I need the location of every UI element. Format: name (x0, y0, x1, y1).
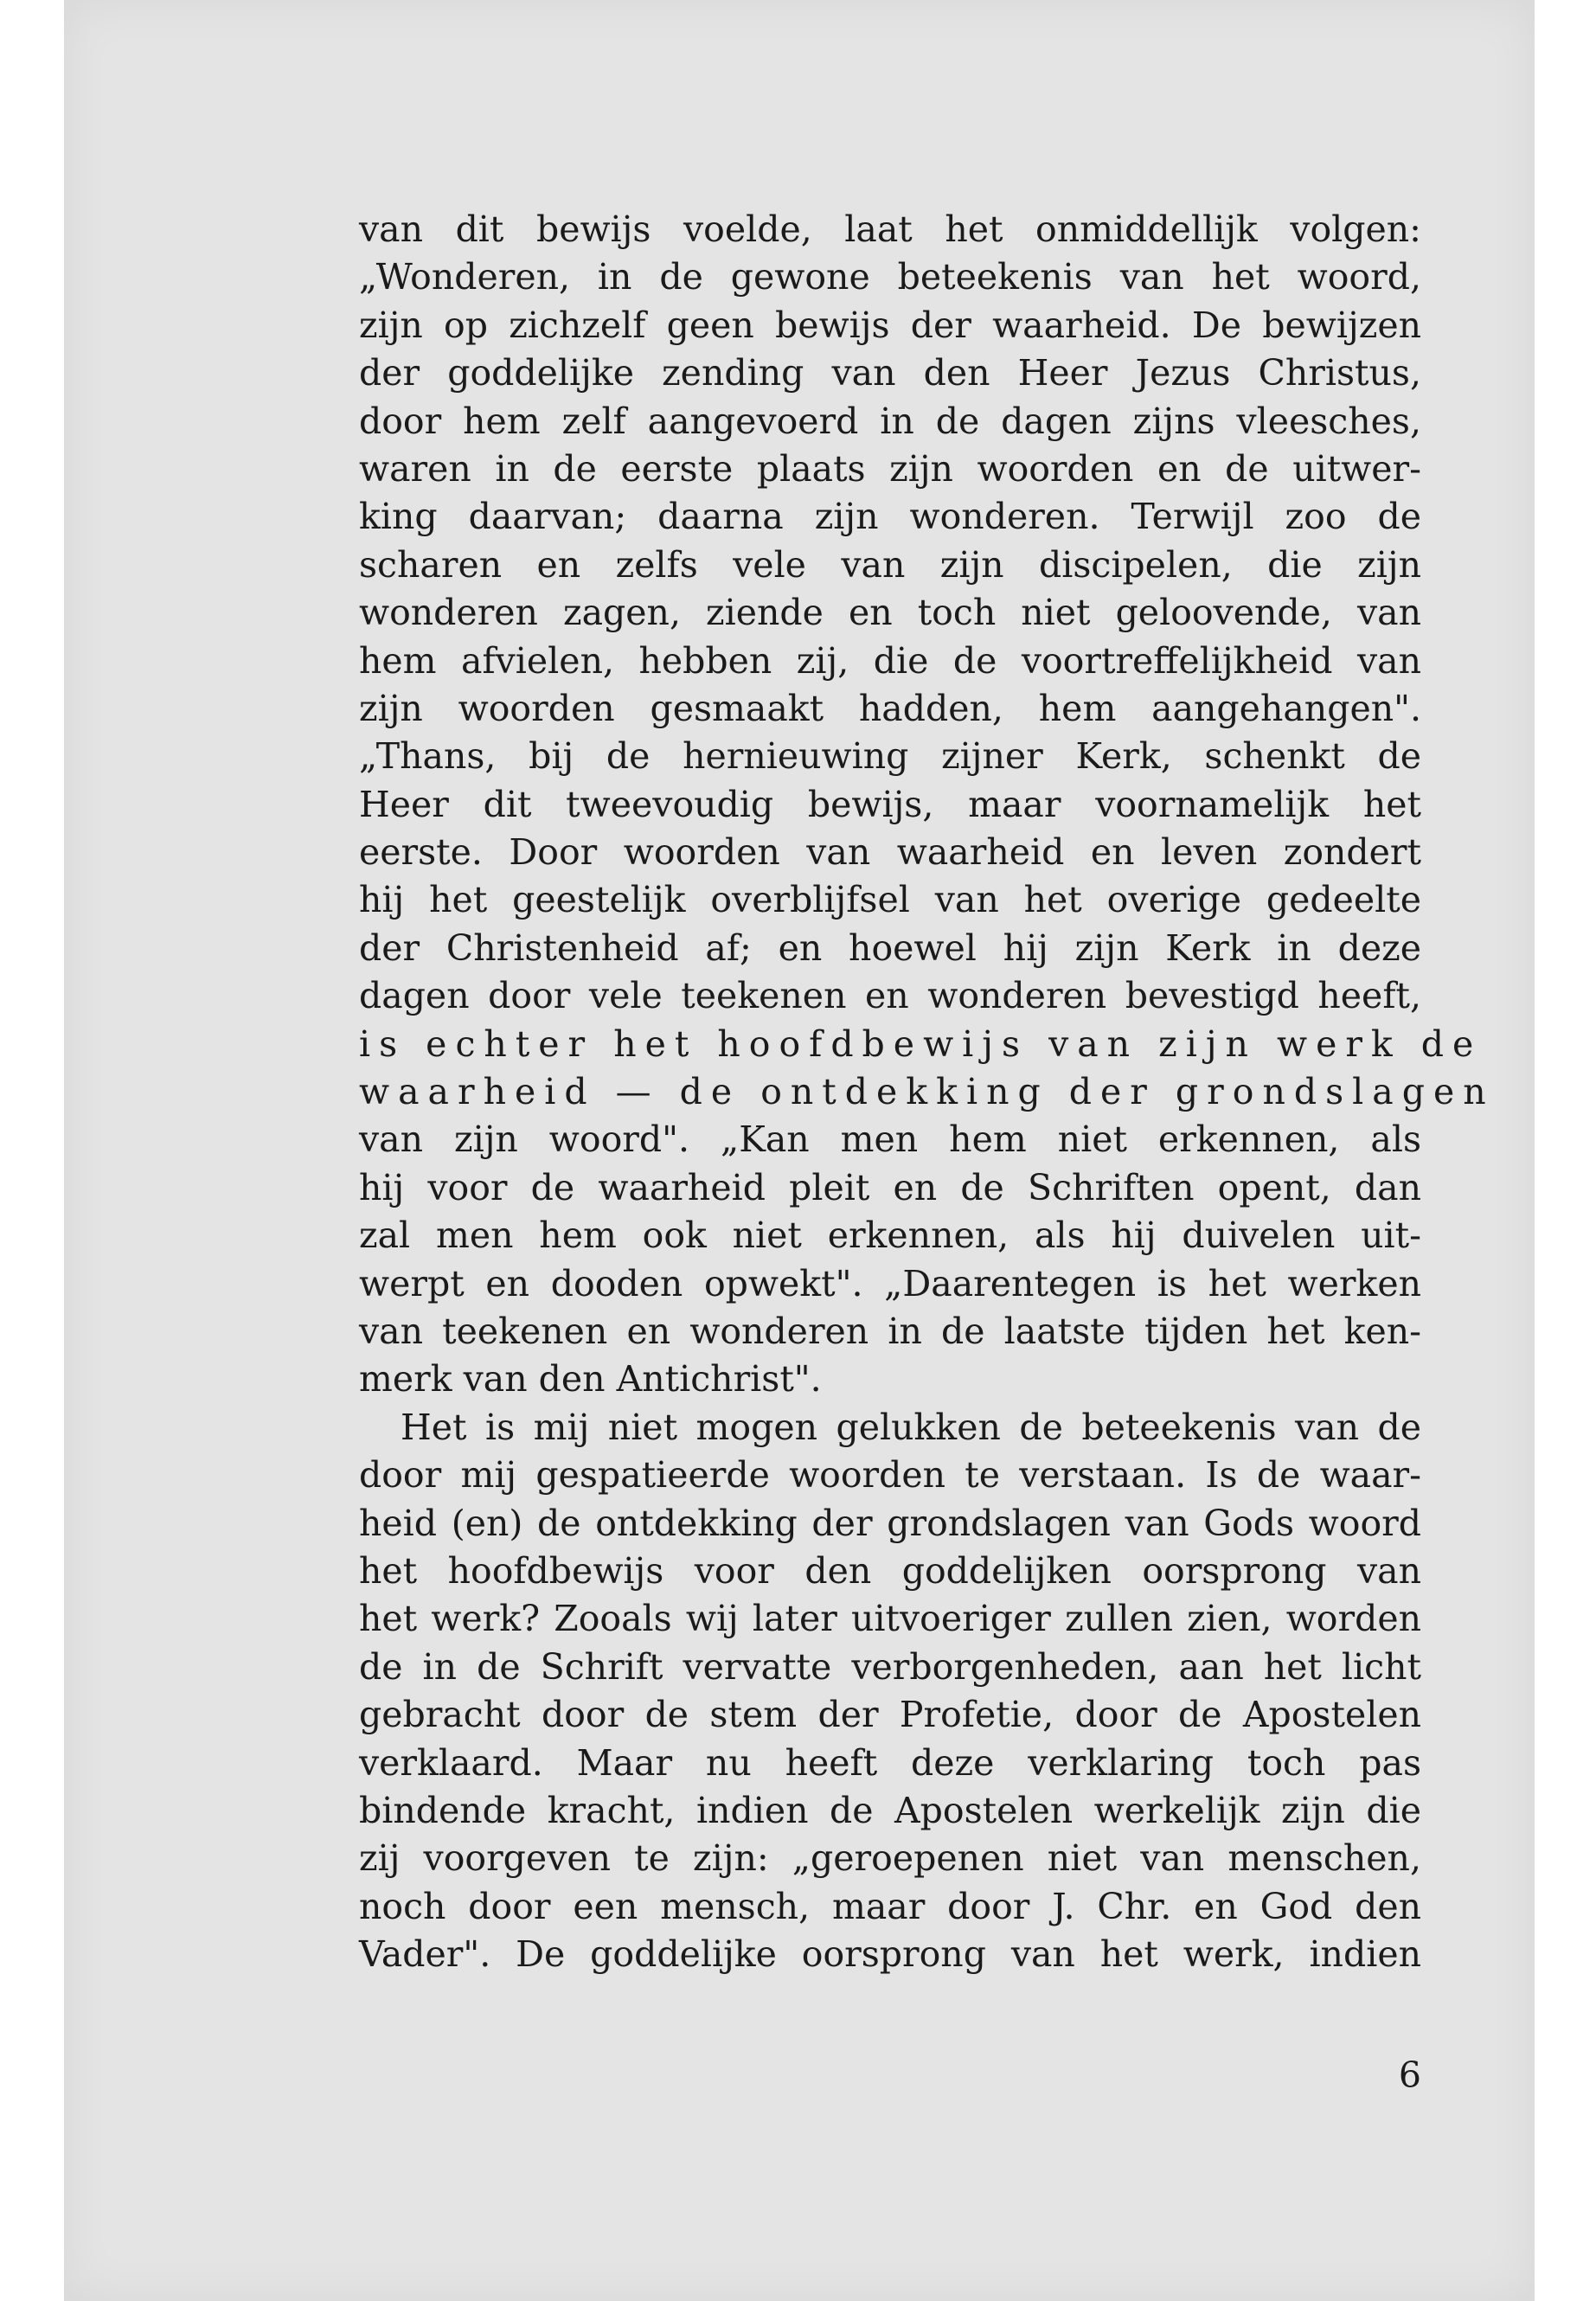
text-line: king daarvan; daarna zijn wonderen. Terwijl zoo de (359, 496, 1421, 538)
text-line: waren in de eerste plaats zijn woorden en de uitwer- (359, 447, 1421, 490)
text-line: werpt en dooden opwekt". „Daarentegen is het werken (359, 1262, 1421, 1304)
text-line: hij het geestelijk overblijfsel van het overige gedeelte (359, 879, 1421, 921)
text-line: van teekenen en wonderen in de laatste tijden het ken- (359, 1310, 1421, 1352)
text-line: bindende kracht, indien de Apostelen werkelijk zijn die (359, 1789, 1421, 1831)
text-line: zal men hem ook niet erkennen, als hij duivelen uit- (359, 1215, 1421, 1257)
text-line: dagen door vele teekenen en wonderen bevestigd heeft, (359, 975, 1421, 1017)
text-line: Het is mij niet mogen gelukken de beteekenis van de (401, 1406, 1421, 1448)
text-line: door mij gespatieerde woorden te verstaan. Is de waar- (359, 1454, 1421, 1497)
text-line: zijn op zichzelf geen bewijs der waarheid. De bewijzen (359, 304, 1421, 346)
text-line: wonderen zagen, ziende en toch niet geloovende, van (359, 592, 1421, 634)
text-line-spaced: is echter het hoofdbewijs van zijn werk de (359, 1022, 1483, 1065)
text-line: van zijn woord". „Kan men hem niet erkennen, als (359, 1118, 1421, 1161)
text-line: der goddelijke zending van den Heer Jezus Christus, (359, 352, 1421, 394)
text-line: het werk? Zooals wij later uitvoeriger zullen zien, worden (359, 1598, 1421, 1640)
text-line: Vader". De goddelijke oorsprong van het werk, indien (359, 1933, 1421, 1976)
text-line: zij voorgeven te zijn: „geroepenen niet van menschen, (359, 1837, 1421, 1880)
body-text (359, 206, 1495, 1978)
page-number: 6 (1398, 2054, 1421, 2096)
text-line: merk van den Antichrist". (359, 1358, 822, 1400)
text-line: van dit bewijs voelde, laat het onmiddellijk volgen: (359, 208, 1421, 250)
text-line: verklaard. Maar nu heeft deze verklaring toch pas (359, 1741, 1421, 1784)
text-line: heid (en) de ontdekking der grondslagen van Gods woord (359, 1502, 1421, 1544)
text-line: der Christenheid af; en hoewel hij zijn Kerk in deze (359, 926, 1421, 969)
text-line: zijn woorden gesmaakt hadden, hem aangehangen". (359, 687, 1421, 729)
text-line: „Thans, bij de hernieuwing zijner Kerk, schenkt de (359, 735, 1421, 778)
text-line: door hem zelf aangevoerd in de dagen zijns vleesches, (359, 400, 1421, 442)
text-line-spaced: waarheid — de ontdekking der grondslagen (359, 1071, 1495, 1113)
text-line: noch door een mensch, maar door J. Chr. en God den (359, 1885, 1421, 1927)
text-line: „Wonderen, in de gewone beteekenis van het woord, (359, 256, 1421, 298)
text-line: gebracht door de stem der Profetie, door de Apostelen (359, 1694, 1421, 1736)
text-line: hem afvielen, hebben zij, die de voortreffelijkheid van (359, 639, 1421, 682)
text-line: hij voor de waarheid pleit en de Schriften opent, dan (359, 1166, 1421, 1208)
text-line: Heer dit tweevoudig bewijs, maar voornamelijk het (359, 783, 1421, 825)
text-line: de in de Schrift vervatte verborgenheden, aan het licht (359, 1645, 1421, 1688)
text-line: het hoofdbewijs voor den goddelijken oorsprong van (359, 1549, 1421, 1592)
text-line: scharen en zelfs vele van zijn discipelen, die zijn (359, 543, 1421, 586)
text-line: eerste. Door woorden van waarheid en leven zondert (359, 831, 1421, 874)
